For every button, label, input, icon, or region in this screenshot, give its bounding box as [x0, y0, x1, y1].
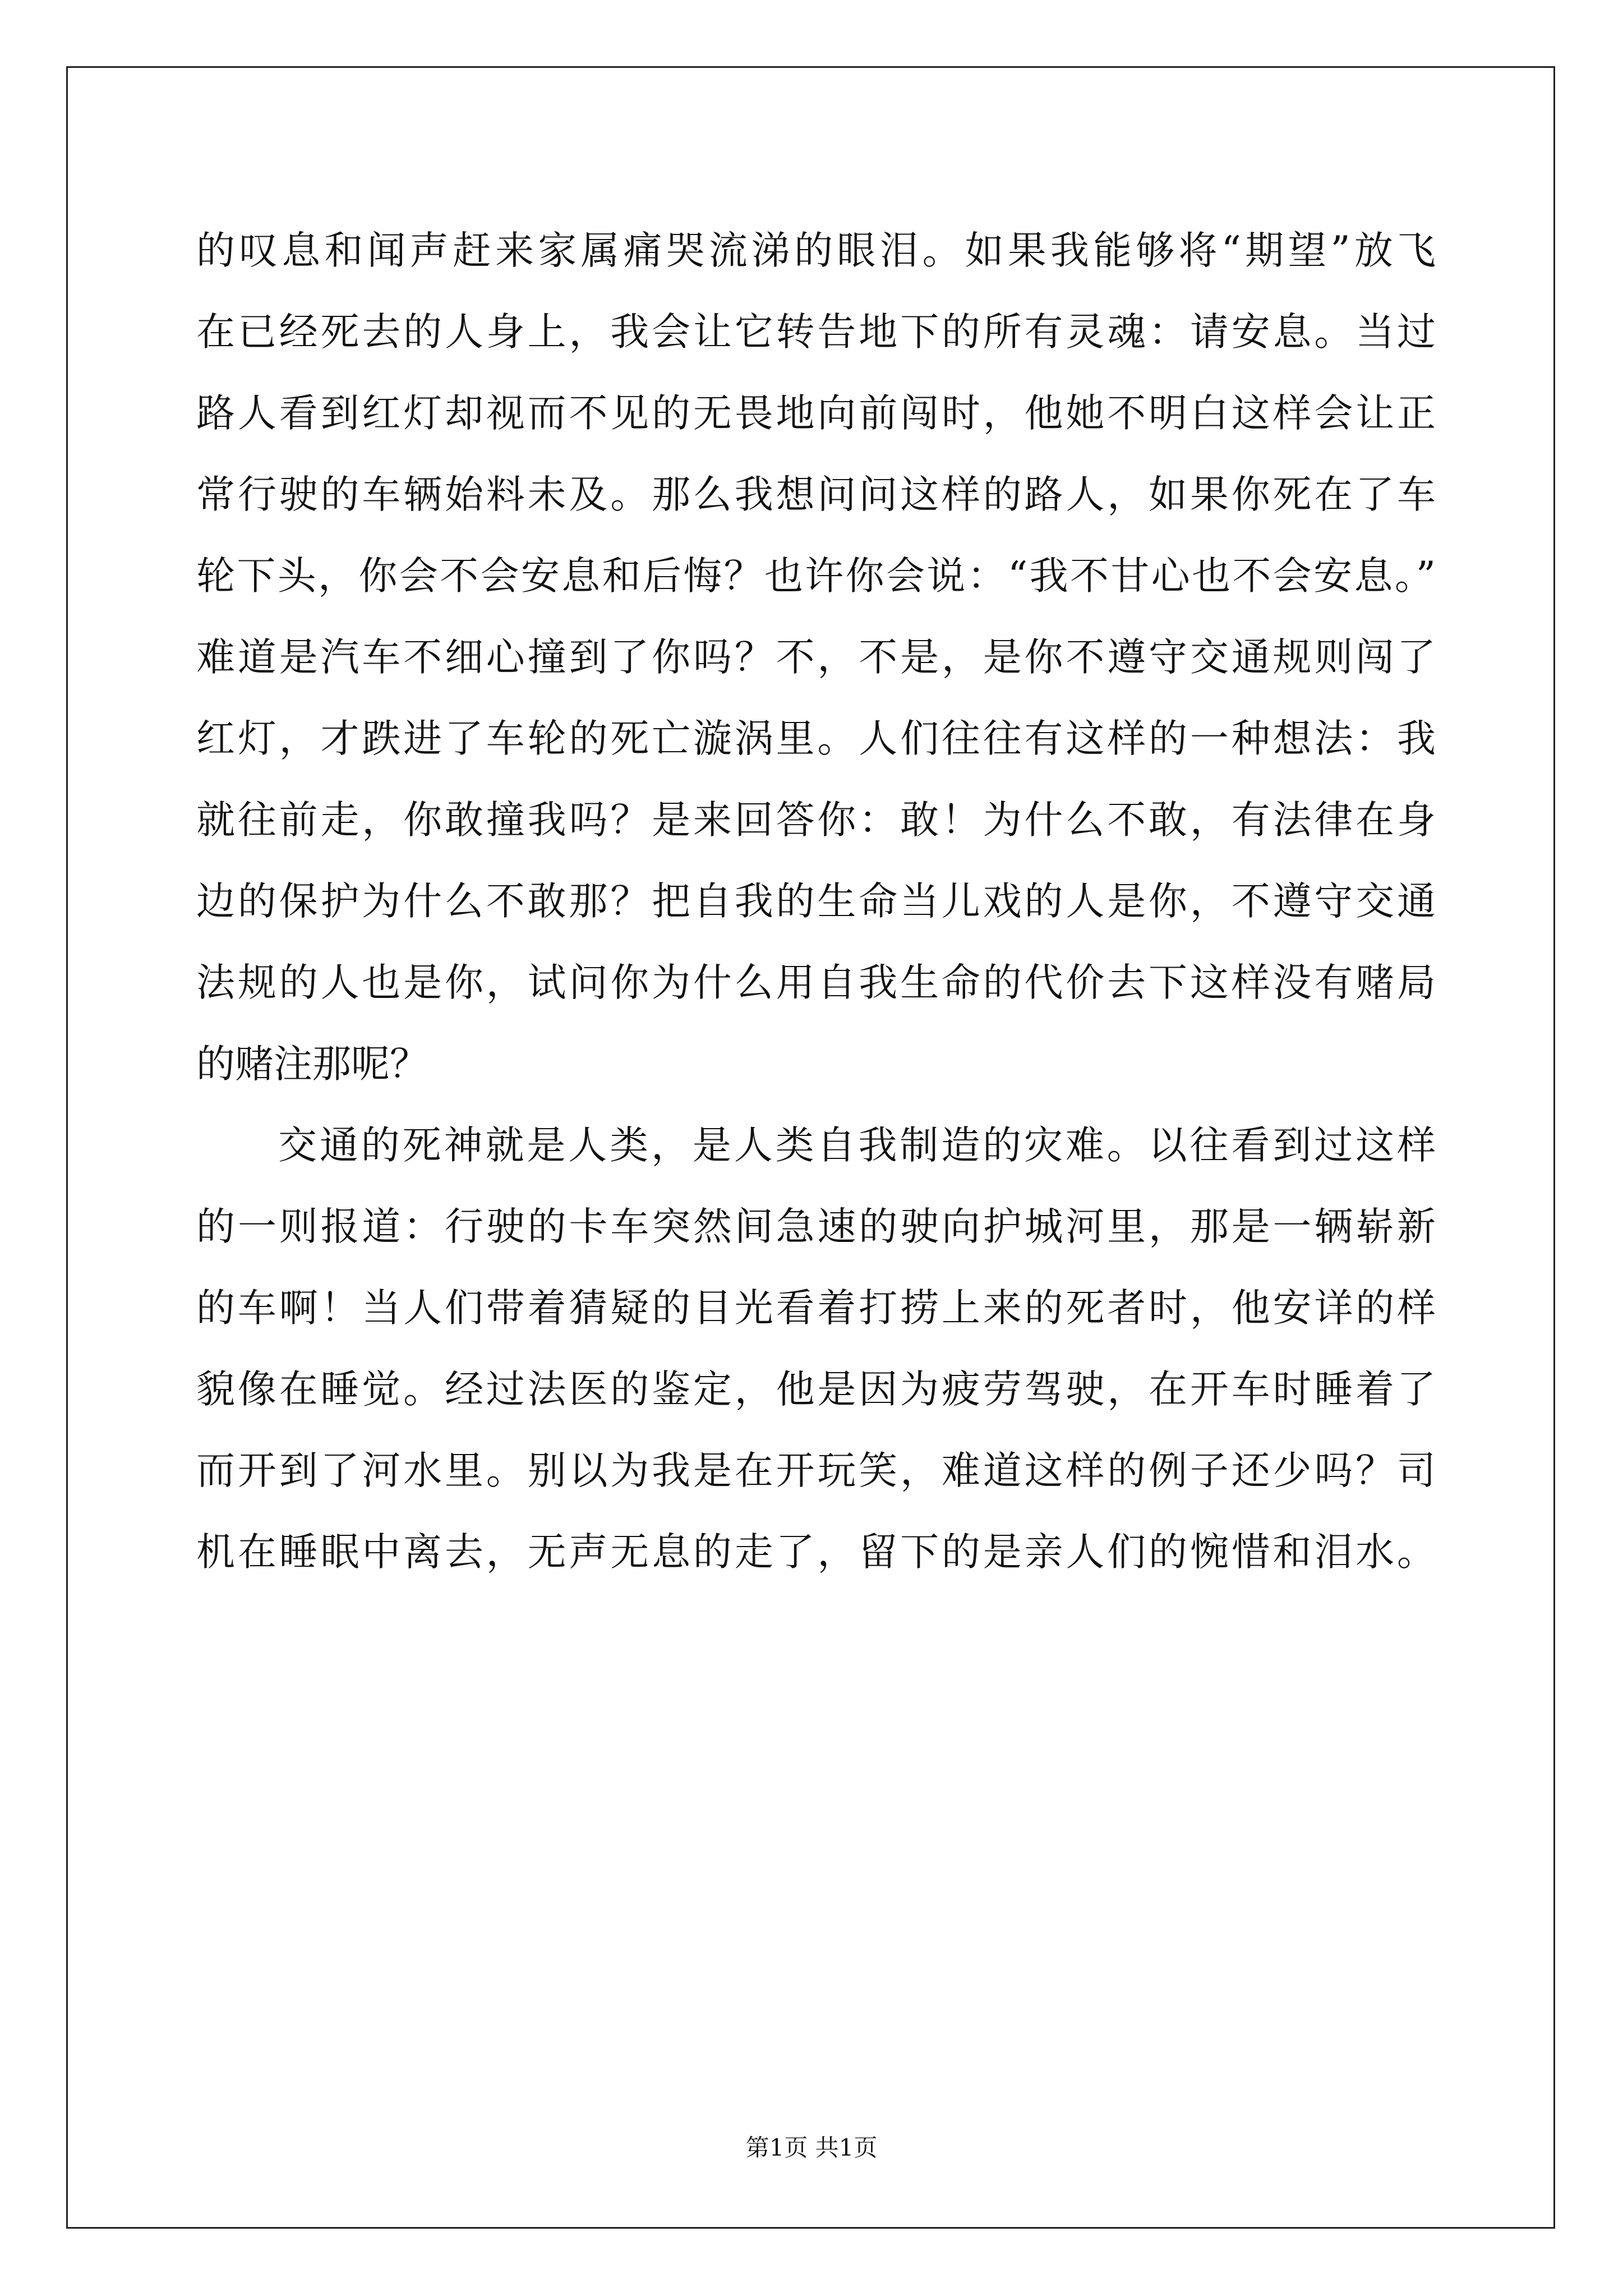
text-line: 边的保护为什么不敢那？把自我的生命当儿戏的人是你，不遵守交通	[196, 879, 1436, 924]
text-line: 在已经死去的人身上，我会让它转告地下的所有灵魂：请安息。当过	[196, 310, 1436, 355]
paragraph-first-line: 交通的死神就是人类，是人类自我制造的灾难。以往看到过这样	[278, 1123, 1436, 1168]
text-line: 轮下头，你会不会安息和后悔？也许你会说：“我不甘心也不会安息。”	[196, 554, 1436, 599]
document-body	[196, 210, 1436, 1593]
text-line: 就往前走，你敢撞我吗？是来回答你：敢！为什么不敢，有法律在身	[196, 798, 1436, 843]
text-line: 的赌注那呢？	[196, 1042, 428, 1087]
text-line: 貌像在睡觉。经过法医的鉴定，他是因为疲劳驾驶，在开车时睡着了	[196, 1367, 1436, 1412]
text-line: 的一则报道：行驶的卡车突然间急速的驶向护城河里，那是一辆崭新	[196, 1204, 1436, 1249]
text-line: 常行驶的车辆始料未及。那么我想问问这样的路人，如果你死在了车	[196, 472, 1436, 517]
text-line: 而开到了河水里。别以为我是在开玩笑，难道这样的例子还少吗？司	[196, 1448, 1436, 1493]
text-line: 的车啊！当人们带着猜疑的目光看着打捞上来的死者时，他安详的样	[196, 1286, 1436, 1331]
text-line: 法规的人也是你，试问你为什么用自我生命的代价去下这样没有赌局	[196, 960, 1436, 1005]
text-line: 难道是汽车不细心撞到了你吗？不，不是，是你不遵守交通规则闯了	[196, 635, 1436, 680]
text-line: 红灯，才跌进了车轮的死亡漩涡里。人们往往有这样的一种想法：我	[196, 716, 1436, 761]
text-line: 机在睡眠中离去，无声无息的走了，留下的是亲人们的惋惜和泪水。	[196, 1530, 1436, 1575]
text-line: 的叹息和闻声赶来家属痛哭流涕的眼泪。如果我能够将“期望”放飞	[196, 228, 1436, 273]
text-line: 路人看到红灯却视而不见的无畏地向前闯时，他她不明白这样会让正	[196, 391, 1436, 436]
page-number-footer: 第1页 共1页	[745, 2134, 878, 2161]
